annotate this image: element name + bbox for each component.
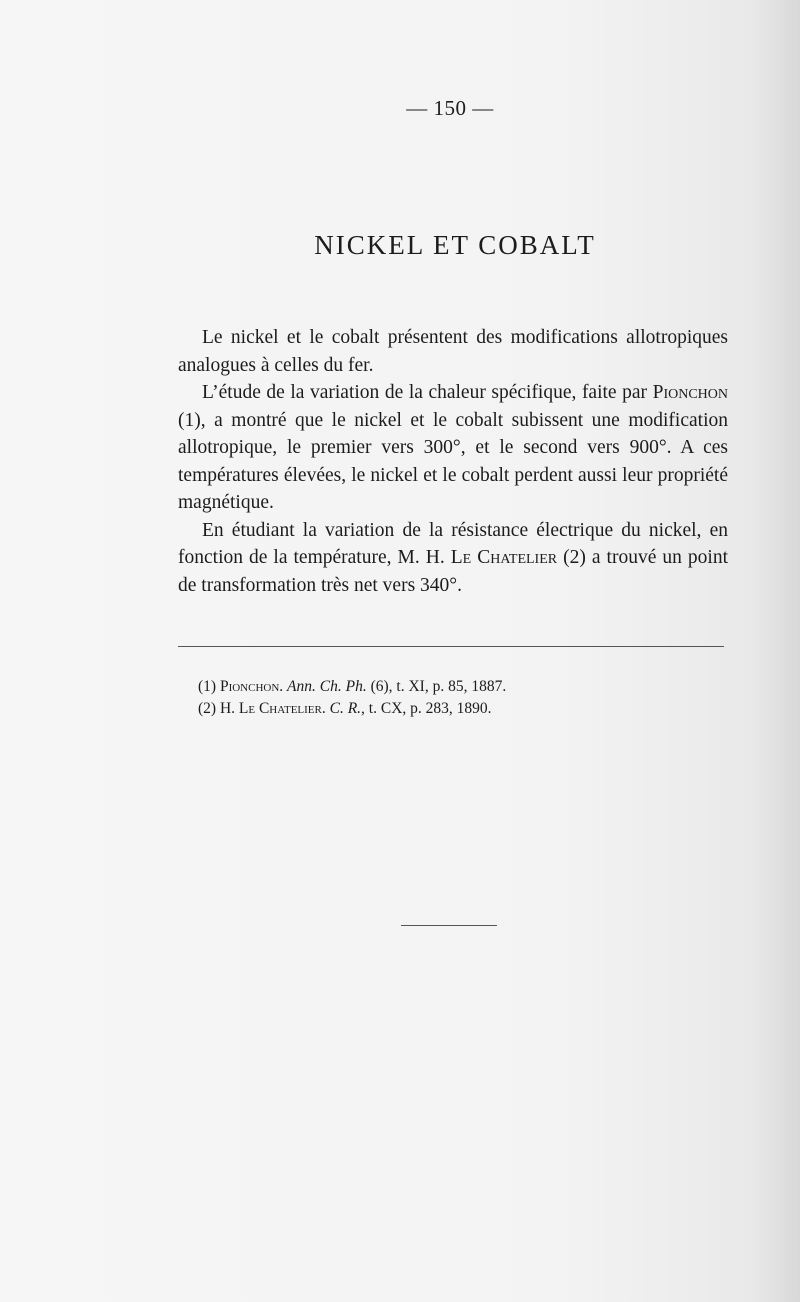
footnote-2-author: Le Chatelier [238,700,322,717]
footnote-1-author: Pionchon [219,678,280,695]
paragraph-3-end: (2) a trouvé un point de transformation très net vers 340°. [178,547,728,596]
paragraph-3 [178,517,728,600]
footnotes [198,676,738,720]
footnote-2 [198,698,738,720]
author-le-chatelier: Le Chatelier [450,547,558,568]
paragraph-1: Le nickel et le cobalt présentent des modifications allotropiques analogues à celles du fer. [178,327,728,376]
footnote-2-journal: C. R. [329,700,362,717]
author-pionchon: Pionchon [652,382,728,403]
footnote-2-details: , t. CX, p. 283, 1890. [361,700,492,717]
footnote-1-journal: Ann. Ch. Ph. [287,678,367,695]
footnote-1 [198,676,738,698]
footnote-divider [178,646,724,647]
paragraph-3-start: En étudiant la variation de la résistance électrique du nickel, en fonction de la température, M. H. [178,519,728,568]
footnote-2-sep: . [321,700,330,717]
paragraph-2 [178,379,728,517]
paragraph-2-end: (1), a montré que le nickel et le cobalt subissent une modification allotropique, le premier vers 300°, et le second vers 900°. A ces températures élevées, le nickel et le cobalt perdent aussi leur propriété magnétique. [178,409,728,513]
footnote-1-sep: . [279,678,288,695]
footnote-2-marker: (2) H. [198,700,239,717]
section-end-rule [401,925,497,926]
footnote-1-marker: (1) [198,678,220,695]
body-text [178,324,728,599]
footnote-1-details: (6), t. XI, p. 85, 1887. [366,678,507,695]
paragraph-2-start: L’étude de la variation de la chaleur spécifique, faite par [202,382,653,403]
page-number: — 150 — [406,96,494,120]
chapter-title: NICKEL ET COBALT [314,230,596,260]
